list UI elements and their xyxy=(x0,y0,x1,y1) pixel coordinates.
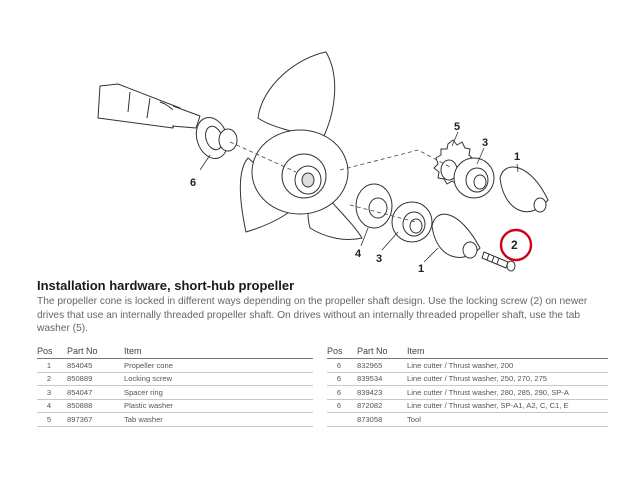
cell-part-no: 854045 xyxy=(61,359,124,373)
column-header-part-no: Part No xyxy=(351,344,407,359)
plastic-washer xyxy=(356,184,392,228)
cell-part-no: 873058 xyxy=(351,413,407,427)
cell-item: Line cutter / Thrust washer, 200 xyxy=(407,359,608,373)
cell-item: Line cutter / Thrust washer, 250, 270, 275 xyxy=(407,372,608,386)
column-header-item: Item xyxy=(407,344,608,359)
callout-1: 1 xyxy=(514,151,521,163)
callout-3: 3 xyxy=(482,137,489,149)
cell-part-no: 850889 xyxy=(61,372,124,386)
callout-2: 2 xyxy=(511,238,518,252)
cell-pos: 5 xyxy=(37,413,61,427)
table-row xyxy=(327,386,608,400)
callout-3: 3 xyxy=(376,253,383,265)
spacer-ring xyxy=(454,158,494,198)
cell-item: Propeller cone xyxy=(124,359,313,373)
cell-item: Tab washer xyxy=(124,413,313,427)
callout-6: 6 xyxy=(190,177,197,189)
locking-screw xyxy=(482,252,515,271)
callout-1: 1 xyxy=(418,263,425,275)
cell-pos: 2 xyxy=(37,372,61,386)
callout-5: 5 xyxy=(454,121,461,133)
table-row xyxy=(37,386,313,400)
cell-part-no: 832965 xyxy=(351,359,407,373)
propeller-cone xyxy=(500,167,548,212)
spacer-ring xyxy=(392,202,432,242)
cell-item: Spacer ring xyxy=(124,386,313,400)
callout-4: 4 xyxy=(355,248,362,260)
cell-item: Plastic washer xyxy=(124,399,313,413)
table-row xyxy=(327,413,608,427)
section-title: Installation hardware, short-hub propeller xyxy=(37,278,295,293)
propeller xyxy=(240,52,362,240)
cell-pos: 6 xyxy=(327,386,351,400)
table-header-row xyxy=(37,344,313,359)
table-row xyxy=(37,359,313,373)
cell-part-no: 854047 xyxy=(61,386,124,400)
cell-pos xyxy=(327,413,351,427)
table-header-row xyxy=(327,344,608,359)
section-description: The propeller cone is locked in different ways depending on the propeller shaft design. Use the locking screw (2) on newer drives that use an internally threaded propeller shaft. On drives without an internally threaded propeller shaft, use the tab washer (5). xyxy=(37,296,588,334)
cell-item: Locking screw xyxy=(124,372,313,386)
cell-part-no: 839534 xyxy=(351,372,407,386)
cell-part-no: 872082 xyxy=(351,399,407,413)
table-row xyxy=(327,359,608,373)
propeller-shaft xyxy=(98,84,200,128)
cell-pos: 6 xyxy=(327,372,351,386)
cell-pos: 3 xyxy=(37,386,61,400)
column-header-pos: Pos xyxy=(37,344,61,359)
parts-table-right xyxy=(327,344,608,427)
column-header-item: Item xyxy=(124,344,313,359)
cell-item: Line cutter / Thrust washer, SP-A1, A2, C, C1, E xyxy=(407,399,608,413)
table-row xyxy=(37,413,313,427)
cell-pos: 4 xyxy=(37,399,61,413)
cell-part-no: 897367 xyxy=(61,413,124,427)
table-row xyxy=(327,372,608,386)
cell-pos: 1 xyxy=(37,359,61,373)
cell-part-no: 850888 xyxy=(61,399,124,413)
cell-item: Line cutter / Thrust washer, 280, 285, 290, SP-A xyxy=(407,386,608,400)
table-row xyxy=(37,399,313,413)
cell-item: Tool xyxy=(407,413,608,427)
column-header-pos: Pos xyxy=(327,344,351,359)
cell-part-no: 839423 xyxy=(351,386,407,400)
column-header-part-no: Part No xyxy=(61,344,124,359)
table-row xyxy=(327,399,608,413)
cell-pos: 6 xyxy=(327,399,351,413)
propeller-cone xyxy=(432,214,480,258)
cell-pos: 6 xyxy=(327,359,351,373)
table-row xyxy=(37,372,313,386)
parts-table-left xyxy=(37,344,313,427)
